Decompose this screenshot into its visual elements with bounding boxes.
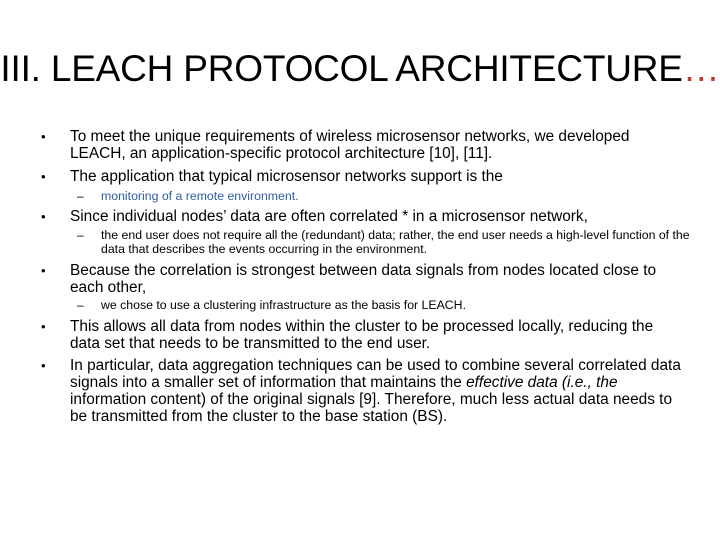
sub-bullet-text: the end user does not require all the (redundant) data; rather, the end user needs a high-level function of the data that describes the events occurring in the environment. bbox=[101, 228, 690, 256]
slide-title bbox=[0, 46, 720, 92]
bullet-marker: • bbox=[41, 209, 46, 224]
bullet-text bbox=[70, 357, 685, 425]
bullet-text: Since individual nodes’ data are often correlated * in a microsensor network, bbox=[70, 208, 588, 225]
bullet-marker: • bbox=[41, 319, 46, 334]
title-text: III. LEACH PROTOCOL ARCHITECTURE bbox=[0, 48, 683, 89]
bullet-marker: • bbox=[41, 263, 46, 278]
bullet-text: Because the correlation is strongest between data signals from nodes located close to each other, bbox=[70, 262, 657, 296]
bullet-text: The application that typical microsensor networks support is the bbox=[70, 168, 503, 185]
bullet-marker: • bbox=[41, 129, 46, 144]
title-ellipsis: … bbox=[682, 48, 720, 89]
bullet-marker: • bbox=[41, 169, 46, 184]
bullet-text-italic: effective data (i.e., the bbox=[466, 374, 618, 391]
bullet-text-part2: information content) of the original signals [9]. Therefore, much less actual data needs to be transmitted from the cluster to the base station (BS). bbox=[70, 391, 673, 425]
bullet-text: To meet the unique requirements of wireless microsensor networks, we developed LEACH, an application-specific protocol architecture [10], [11]. bbox=[70, 128, 630, 162]
dash-marker: – bbox=[77, 228, 84, 242]
bullet-text: This allows all data from nodes within the cluster to be processed locally, reducing the data set that needs to be transmitted to the end user. bbox=[70, 318, 654, 352]
bullet-marker: • bbox=[41, 358, 46, 373]
bullet-text-part1: In particular, data aggregation techniques can be used to combine several correlated data signals into a smaller set of information that maintains the bbox=[70, 357, 681, 391]
sub-bullet-text: we chose to use a clustering infrastructure as the basis for LEACH. bbox=[101, 298, 466, 312]
dash-marker: – bbox=[77, 189, 84, 203]
dash-marker: – bbox=[77, 298, 84, 312]
sub-bullet-text: monitoring of a remote environment. bbox=[101, 189, 299, 203]
